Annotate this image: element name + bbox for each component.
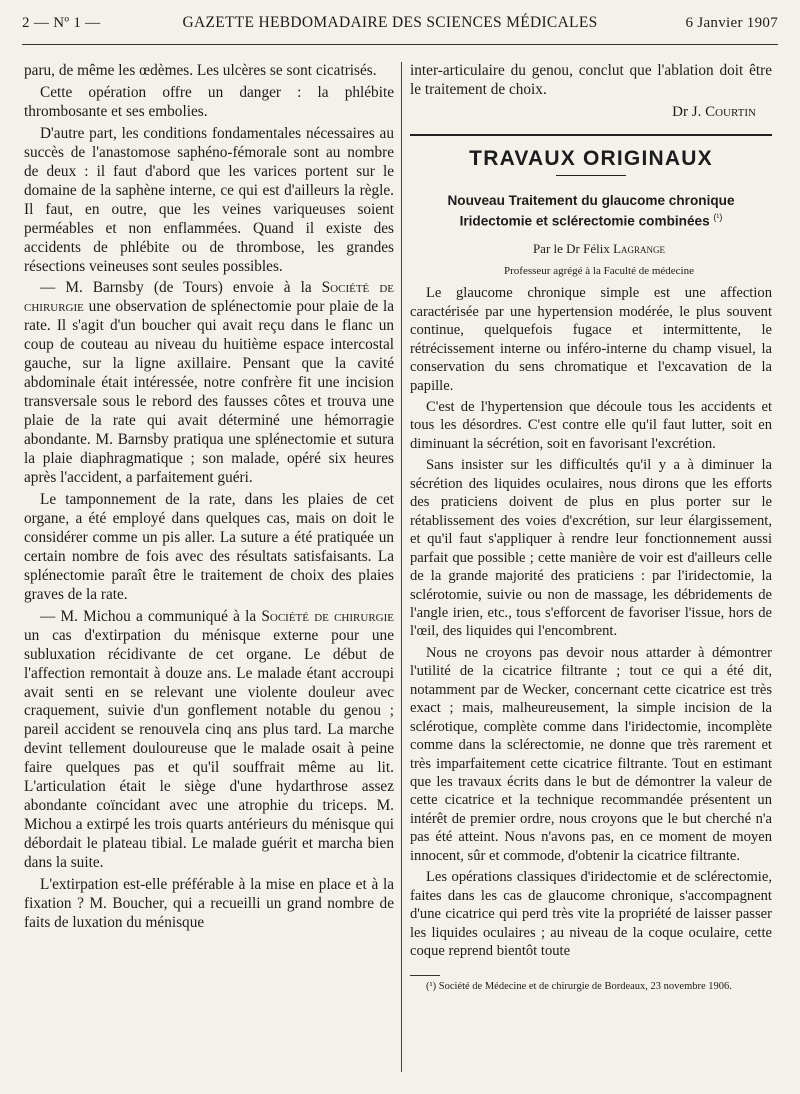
page-header — [22, 14, 778, 45]
paragraph: Le tamponnement de la rate, dans les plaies de cet organe, a été employé dans quelques cas, mais on doit le considérer comme un pis aller. La suture a été pratiquée un certain nombre de fois avec des résultats satisfaisants. La splénectomie paraît être le traitement de choix des plaies graves de la rate. — [24, 490, 394, 603]
article-title-line — [410, 209, 772, 230]
article-body — [410, 284, 772, 960]
byline-name: Lagrange — [613, 241, 666, 257]
text-run: — M. Barnsby (de Tours) envoie à la — [40, 279, 322, 297]
article-subtitle: Iridectomie et sclérectomie combinées — [459, 213, 710, 229]
society-name: Société de chirurgie — [24, 279, 394, 316]
society-name: Société de chirurgie — [261, 607, 394, 625]
paragraph-michou — [24, 608, 394, 873]
text-run: une observation de splénectomie pour plaie de la rate. Il s'agit d'un boucher qui avait reçu dans le flanc un coup de couteau au niveau du huitième espace intercostal gauche, sur la ligne axillaire. Pensant que la cavité abdominale était intéressée, notre confrère fit une incision transversale sous le rebord des fausses côtes et trouva une plaie de la rate qui avait déterminé une hémorragie abondante. M. Barnsby pratiqua une splénectomie et sutura la plaie diaphragmatique ; son malade, opéré six heures après l'accident, a parfaitement guéri. — [24, 298, 394, 487]
journal-title: GAZETTE HEBDOMADAIRE DES SCIENCES MÉDICALES — [182, 14, 598, 31]
paragraph: Sans insister sur les difficultés qu'il y a à diminuer la sécrétion des liquides oculaires, nous dirons que les efforts des praticiens doivent de plus en plus porter sur le rétablissement des voies d'excrétion, sur leur élargissement, et qu'il faut s'appliquer à rendre leur fonctionnement aussi parfait que possible ; cette manière de voir est d'ailleurs celle de la grande majorité des praticiens : par l'iridectomie, la sclérotomie, suivie ou non de massage, les débridements de l'angle irien, etc., tous s'efforcent de favoriser l'issue, hors de l'œil, des liquides qui l'encombrent. — [410, 457, 772, 640]
paragraph: paru, de même les œdèmes. Les ulcères se sont cicatrisés. — [24, 62, 377, 79]
section-rule — [410, 134, 772, 136]
footnote-rule — [410, 975, 440, 976]
page-number: 2 — Nº 1 — — [22, 15, 101, 31]
paragraph: Cette opération offre un danger : la phlébite thrombosante et ses embolies. — [24, 83, 394, 120]
column-divider — [401, 62, 402, 1072]
paragraph: Le glaucome chronique simple est une affection caractérisée par une hypertension modérée, le plus souvent continue, quelquefois fugace et intermittente, le rétrécissement interne ou inféro-interne du champ visuel, la conservation du sens chromatique et l'excavation de la papille. — [410, 285, 772, 394]
issue-date: 6 Janvier 1907 — [685, 15, 778, 31]
paragraph-barnsby — [24, 279, 394, 487]
text-run: — M. Michou a communiqué à la — [40, 607, 262, 625]
section-title: TRAVAUX ORIGINAUX — [469, 146, 713, 170]
lead-in-paragraph: inter-articulaire du genou, conclut que l'ablation doit être le traitement de choix. — [410, 62, 772, 98]
footnote: (¹) Société de Médecine et de chirurgie de Bordeaux, 23 novembre 1906. — [426, 980, 732, 992]
paragraph: Les opérations classiques d'iridectomie et de sclérectomie, faites dans les cas de glaucome chronique, s'accompagnent d'une cicatrice qui perd très vite la propriété de laisser passer les liquides oculaires ; au niveau de la coque oculaire, cette coque reprend bientôt toute — [410, 869, 772, 960]
signature-name: Courtin — [705, 103, 756, 120]
text-run: un cas d'extirpation du ménisque externe pour une subluxation récidivante de cet organe. Le début de l'affection remontait à douze ans. Le malade étant accroupi avait senti en se relevant une violente douleur avec craquement, suivie d'un gonflement notable du genou ; pareil accident se renouvela cinq ans plus tard. La marche devint tellement douloureuse que le malade osait à peine faire quelques pas et qu'il souffrait même au lit. L'articulation était le siège d'une hydarthrose assez abondante coïncidant avec une atrophie du triceps. M. Michou a extirpé les trois quarts antérieurs du ménisque qui débordait le plateau tibial. Le malade guérit et marcha bien dans la suite. — [24, 626, 394, 872]
byline — [410, 240, 772, 259]
signature-prefix: Dr J. — [672, 103, 706, 120]
paragraph: Nous ne croyons pas devoir nous attarder à démontrer l'utilité de la cicatrice filtrante ; tout ce qui a été dit, notamment par de Wecker, concernant cette cicatrice est très exact ; mais, malheureusement, la simple incision de la sclérotique, complète comme dans l'iridectomie, incomplète comme dans la sclérectomie, ne donne que très rarement et très imparfaitement cette cicatrice filtrante. Tout en estimant que les travaux écrits dans le but de démontrer la valeur de cette cicatrice et la technique recommandée présentent un intérêt de premier ordre, nous croyons que le but cherché n'a pas été atteint. Nous n'avons pas, en ce moment de moyen innocent, sûr et commode, d'obtenir la cicatrice filtrante. — [410, 644, 772, 864]
right-column — [410, 62, 772, 1086]
paragraph: C'est de l'hypertension que découle tous les accidents et tous les désordres. C'est contre elle qu'il faut lutter, soit en diminuant la sécrétion, soit en favorisant l'excrétion. — [410, 398, 772, 452]
title-rule — [556, 175, 626, 176]
left-column — [24, 62, 394, 1086]
author-signature — [410, 103, 756, 122]
footnote-marker: (¹) — [713, 212, 723, 223]
author-affiliation: Professeur agrégé à la Faculté de médecine — [504, 265, 694, 278]
paragraph: L'extirpation est-elle préférable à la mise en place et à la fixation ? M. Boucher, qui a recueilli un grand nombre de faits de luxation du ménisque — [24, 876, 394, 931]
article-title — [410, 192, 772, 231]
byline-prefix: Par le Dr Félix — [532, 241, 614, 257]
article-title-line: Nouveau Traitement du glaucome chronique — [447, 192, 735, 208]
paragraph: D'autre part, les conditions fondamentales nécessaires au succès de l'anastomose saphéno-fémorale sont au nombre de deux : il faut d'abord que les varices portent sur le domaine de la saphène interne, ce qui est d'ailleurs la règle. Il faut, en outre, que les veines variqueuses soient perméables et non enflammées. Quand il existe des accidents de phlébite ou de thrombose, les grandes résections veineuses sont seules possibles. — [24, 124, 394, 275]
